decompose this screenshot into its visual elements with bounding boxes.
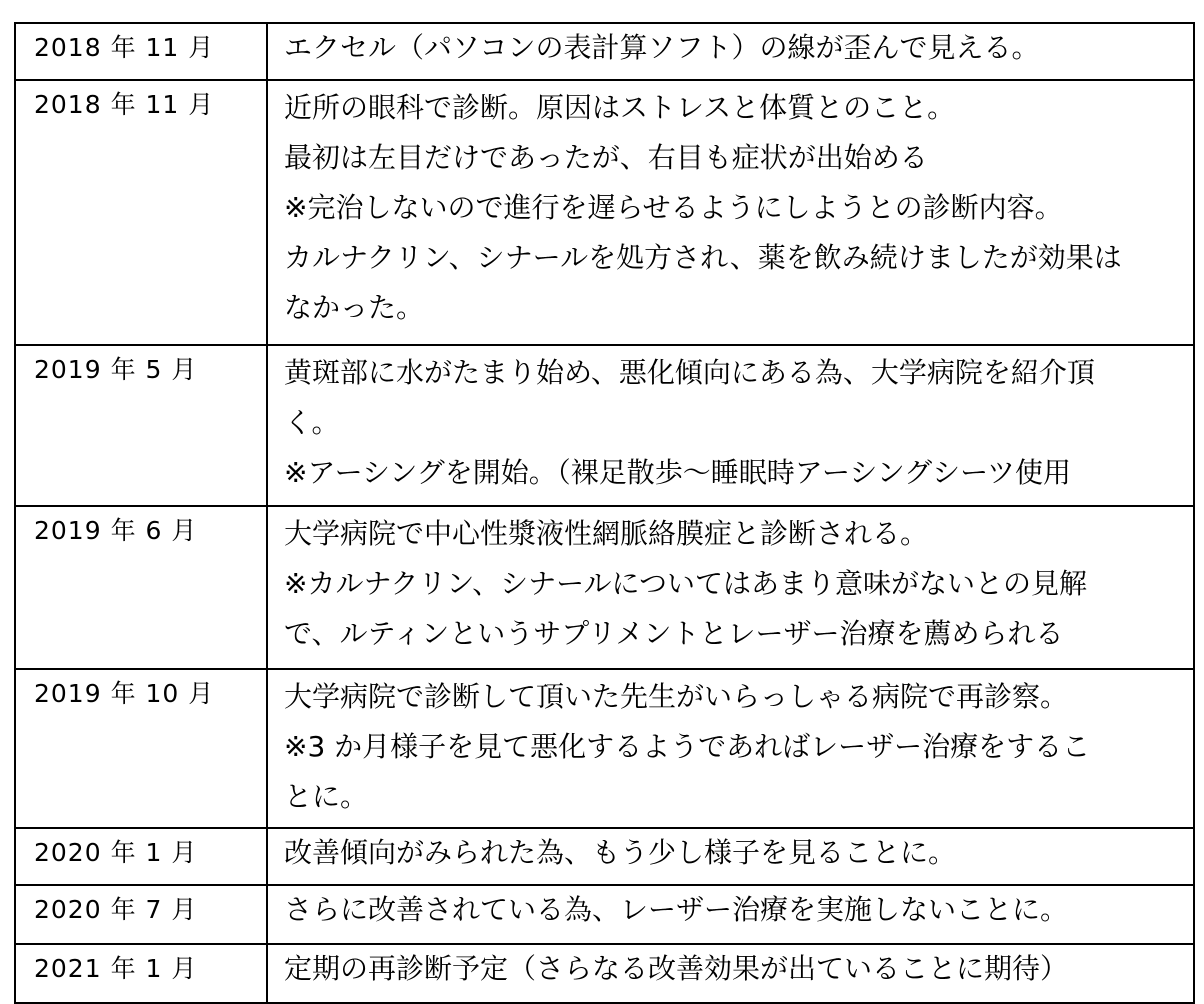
description-line: ※3 か月様子を見て悪化するようであればレーザー治療をするこ: [284, 730, 1091, 763]
description-cell: [267, 80, 1194, 345]
description-line: く。: [284, 406, 340, 439]
table-row: [15, 944, 1194, 1003]
description-line: ※アーシングを開始。（裸足散歩～睡眠時アーシングシーツ使用: [284, 456, 1072, 489]
description-line: で、ルティンというサプリメントとレーザー治療を薦められる: [284, 617, 1064, 650]
description-line: とに。: [284, 780, 369, 813]
description-cell: [267, 828, 1194, 885]
table-row: [15, 885, 1194, 944]
description-line: ※カルナクリン、シナールについてはあまり意味がないとの見解: [284, 567, 1087, 600]
description-cell: [267, 23, 1194, 80]
description-line: なかった。: [284, 291, 425, 324]
description-line: 近所の眼科で診断。原因はストレスと体質とのこと。: [284, 91, 956, 124]
date-cell: 2020 年 7 月: [15, 885, 267, 944]
table-row: [15, 80, 1194, 345]
table-row: [15, 828, 1194, 885]
description-line: 大学病院で診断して頂いた先生がいらっしゃる病院で再診察。: [284, 680, 1069, 713]
date-cell: 2020 年 1 月: [15, 828, 267, 885]
table-row: [15, 506, 1194, 669]
date-cell: 2018 年 11 月: [15, 80, 267, 345]
description-line: 大学病院で中心性漿液性網脈絡膜症と診断される。: [284, 517, 929, 550]
date-cell: 2019 年 5 月: [15, 345, 267, 506]
date-cell: 2018 年 11 月: [15, 23, 267, 80]
description-line: 最初は左目だけであったが、右目も症状が出始める: [284, 141, 928, 174]
description-line: 改善傾向がみられた為、もう少し様子を見ることに。: [284, 836, 957, 869]
date-cell: 2019 年 6 月: [15, 506, 267, 669]
description-cell: [267, 669, 1194, 828]
description-line: さらに改善されている為、レーザー治療を実施しないことに。: [284, 893, 1069, 926]
date-cell: 2021 年 1 月: [15, 944, 267, 1003]
table-row: [15, 345, 1194, 506]
description-cell: [267, 944, 1194, 1003]
description-line: ※完治しないので進行を遅らせるようにしようとの診断内容。: [284, 191, 1063, 224]
description-line: カルナクリン、シナールを処方され、薬を飲み続けましたが効果は: [284, 241, 1122, 274]
description-line: 定期の再診断予定（さらなる改善効果が出ていることに期待）: [284, 952, 1069, 985]
timeline-table: [14, 22, 1195, 1004]
table-row: [15, 669, 1194, 828]
description-line: エクセル（パソコンの表計算ソフト）の線が歪んで見える。: [284, 31, 1040, 64]
description-cell: [267, 345, 1194, 506]
description-cell: [267, 885, 1194, 944]
description-line: 黄斑部に水がたまり始め、悪化傾向にある為、大学病院を紹介頂: [284, 356, 1095, 389]
date-cell: 2019 年 10 月: [15, 669, 267, 828]
description-cell: [267, 506, 1194, 669]
table-row: [15, 23, 1194, 80]
